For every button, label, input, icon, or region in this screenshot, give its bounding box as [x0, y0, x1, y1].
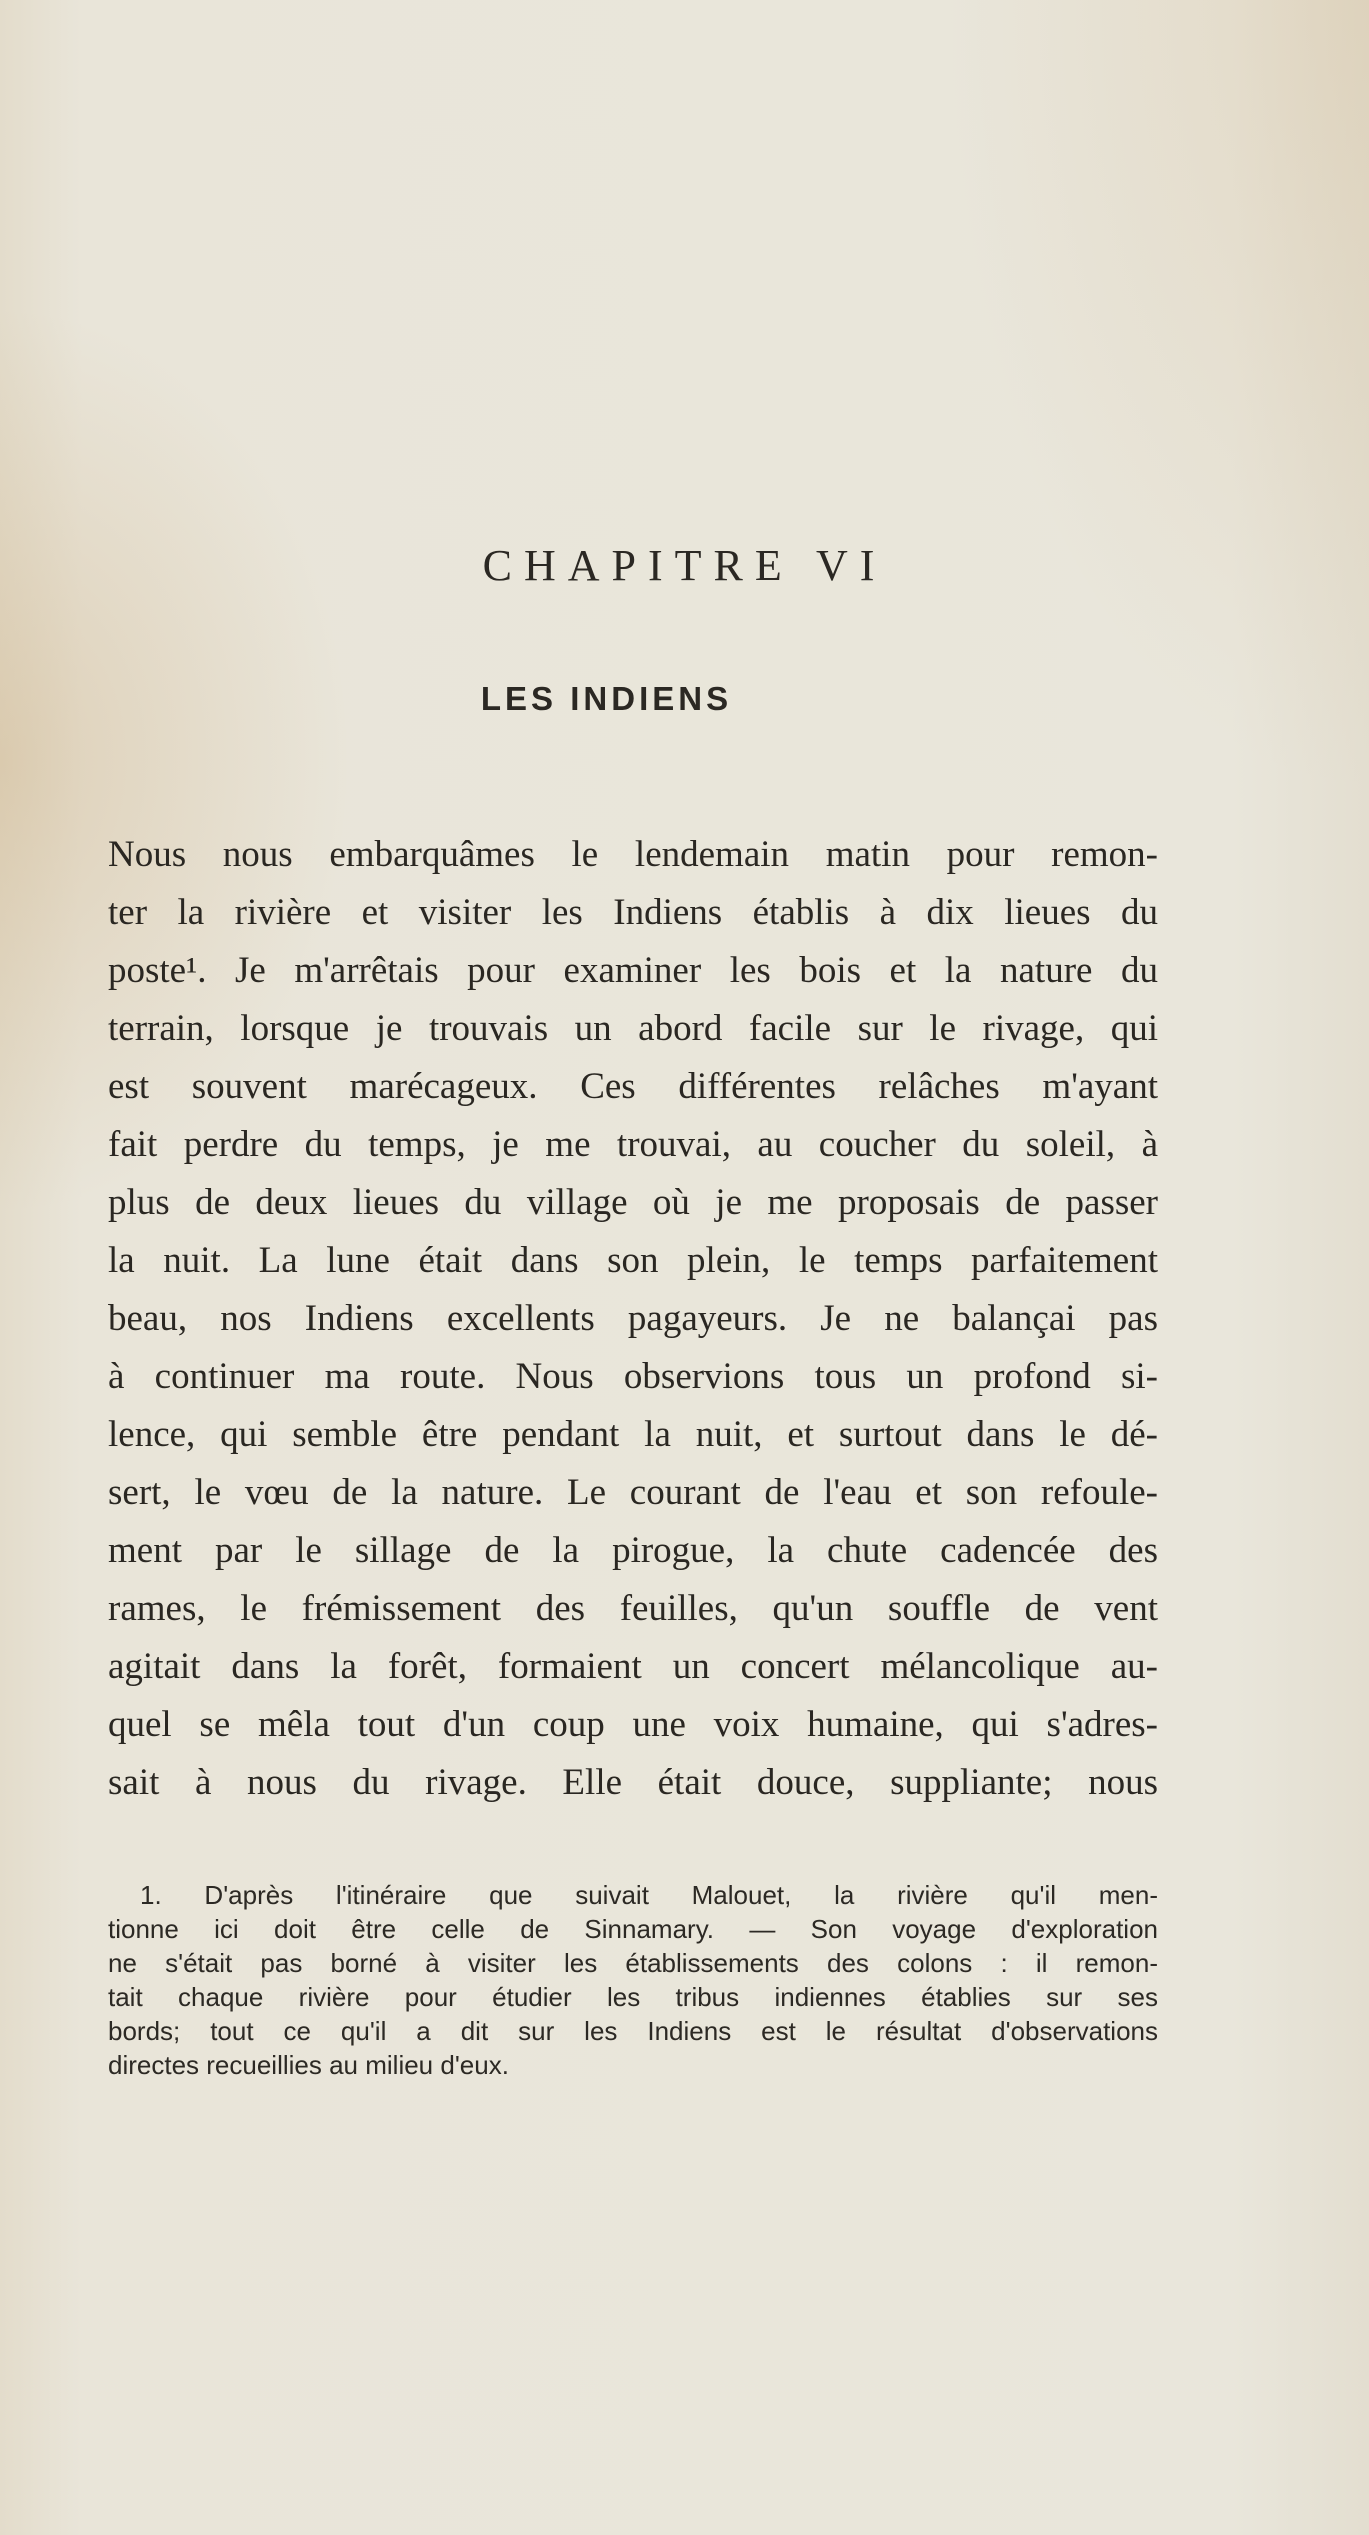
footnote-line: directes recueillies au milieu d'eux.	[108, 2050, 509, 2080]
body-line: lence, qui semble être pendant la nuit, et surtout dans le dé-	[108, 1414, 1158, 1455]
body-line: fait perdre du temps, je me trouvai, au coucher du soleil, à	[108, 1124, 1158, 1165]
footnote-line: 1. D'après l'itinéraire que suivait Malouet, la rivière qu'il men-	[140, 1880, 1158, 1910]
body-line: est souvent marécageux. Ces différentes relâches m'ayant	[108, 1066, 1158, 1107]
body-text	[108, 826, 1158, 1812]
body-line: agitait dans la forêt, formaient un concert mélancolique au-	[108, 1646, 1158, 1687]
body-line: quel se mêla tout d'un coup une voix humaine, qui s'adres-	[108, 1704, 1158, 1745]
body-line: sert, le vœu de la nature. Le courant de l'eau et son refoule-	[108, 1472, 1158, 1513]
footnote-line: tionne ici doit être celle de Sinnamary. — Son voyage d'exploration	[108, 1914, 1158, 1944]
body-line: ter la rivière et visiter les Indiens établis à dix lieues du	[108, 892, 1158, 933]
body-line: beau, nos Indiens excellents pagayeurs. Je ne balançai pas	[108, 1298, 1158, 1339]
body-line: à continuer ma route. Nous observions tous un profond si-	[108, 1356, 1158, 1397]
chapter-number: CHAPITRE VI	[482, 541, 887, 590]
body-line: Nous nous embarquâmes le lendemain matin pour remon-	[108, 834, 1158, 875]
footnote-line: bords; tout ce qu'il a dit sur les Indiens est le résultat d'observations	[108, 2016, 1158, 2046]
chapter-title: LES INDIENS	[480, 680, 733, 717]
footnotes	[108, 1878, 1158, 2082]
body-line: rames, le frémissement des feuilles, qu'un souffle de vent	[108, 1588, 1158, 1629]
body-line: plus de deux lieues du village où je me proposais de passer	[108, 1182, 1158, 1223]
footnote-line: ne s'était pas borné à visiter les établissements des colons : il remon-	[108, 1948, 1158, 1978]
footnote-line: tait chaque rivière pour étudier les tribus indiennes établies sur ses	[108, 1982, 1158, 2012]
body-line: poste¹. Je m'arrêtais pour examiner les bois et la nature du	[108, 950, 1158, 991]
body-line: ment par le sillage de la pirogue, la chute cadencée des	[108, 1530, 1158, 1571]
body-line: la nuit. La lune était dans son plein, le temps parfaitement	[108, 1240, 1158, 1281]
body-line: terrain, lorsque je trouvais un abord facile sur le rivage, qui	[108, 1008, 1158, 1049]
body-line: sait à nous du rivage. Elle était douce, suppliante; nous	[108, 1762, 1158, 1803]
